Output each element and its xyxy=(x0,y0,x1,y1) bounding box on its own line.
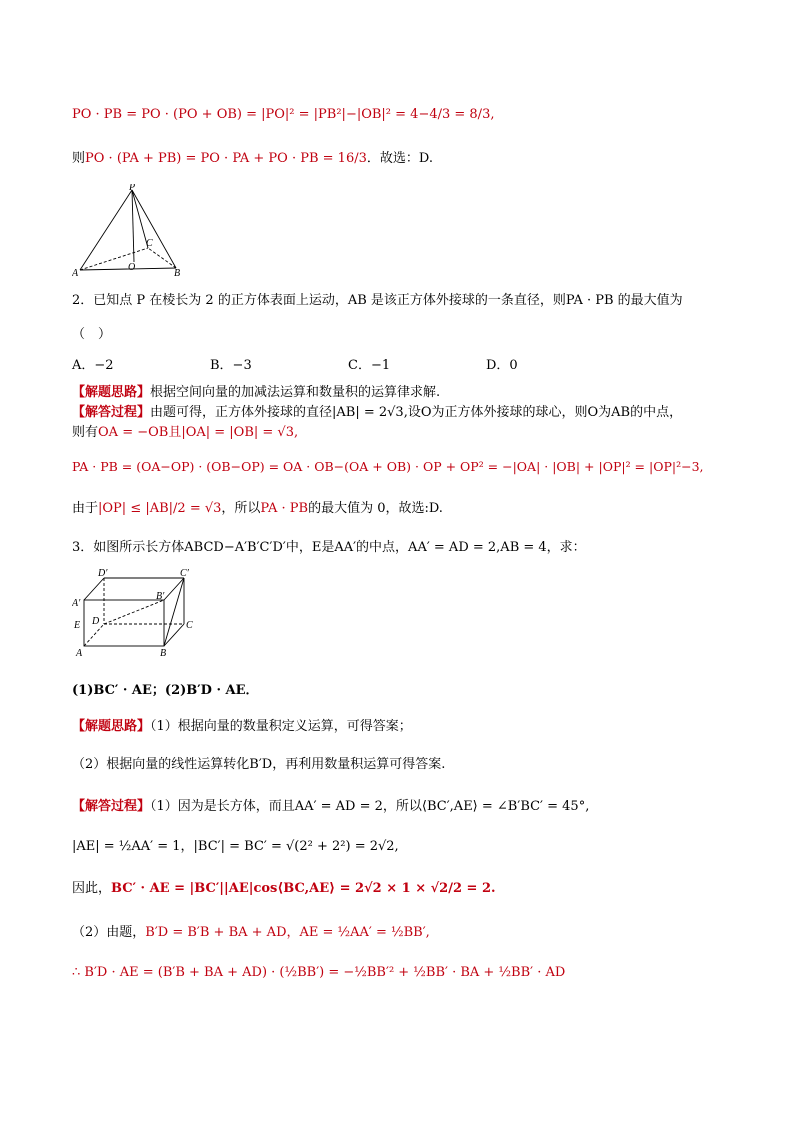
q3-parts: (1)BC′ · AE；(2)B′D · AE． xyxy=(72,683,259,698)
q3-process-2: |AE| = ½AA′ = 1，|BC′| = BC′ = √(2² + 2²) = 2√2, xyxy=(72,839,399,854)
q3-process-3: 因此，BC′ · AE = |BC′||AE|cos⟨BC,AE⟩ = 2√2 × 1 × √2/2 = 2. xyxy=(72,881,496,896)
label-B: B xyxy=(174,268,181,278)
q3-stem: 3．如图所示长方体ABCD−A′B′C′D′中，E是AA′的中点，AA′ = AD = 2,AB = 4，求： xyxy=(72,540,586,555)
q3-thought-2: （2）根据向量的线性运算转化B′D，再利用数量积运算可得答案. xyxy=(72,757,446,772)
q3-process-5: ∴ B′D · AE = (B′B + BA + AD) · (½BB′) = −½BB′² + ½BB′ · BA + ½BB′ · AD xyxy=(72,965,566,980)
q2-process-4: 由于|OP| ≤ |AB|/2 = √3，所以PA · PB的最大值为 0，故选:D. xyxy=(72,501,443,516)
q2-process-3: PA · PB = (OA−OP) · (OB−OP) = OA · OB−(OA + OB) · OP + OP² = −|OA| · |OB| + |OP|² = |OP|²−3, xyxy=(72,459,704,474)
solution-line-2: 则PO · (PA + PB) = PO · PA + PO · PB = 16/3．故选：D. xyxy=(72,151,433,166)
q2-option-d: D．0 xyxy=(486,358,518,373)
cuboid-figure xyxy=(72,566,202,660)
q2-process-2: 则有OA = −OB且|OA| = |OB| = √3, xyxy=(72,425,299,440)
q2-option-c: C．−1 xyxy=(348,358,391,373)
label-A: A xyxy=(72,268,79,278)
q2-stem: 2．已知点 P 在棱长为 2 的正方体表面上运动，AB 是该正方体外接球的一条直径，则PA · PB 的最大值为 xyxy=(72,293,683,308)
q2-option-b: B．−3 xyxy=(210,358,252,373)
tetrahedron-figure xyxy=(72,184,187,278)
label-C: C xyxy=(186,620,193,631)
label-A: A xyxy=(76,648,83,659)
q2-process-1: 【解答过程】由题可得，正方体外接球的直径|AB| = 2√3,设O为正方体外接球的球心，则O为AB的中点， xyxy=(72,405,683,420)
label-D: D xyxy=(92,616,100,627)
q3-process-4: （2）由题，B′D = B′B + BA + AD，AE = ½AA′ = ½BB′, xyxy=(72,925,430,940)
label-B-prime: B′ xyxy=(156,591,165,602)
q2-blank: （ ） xyxy=(72,327,112,342)
label-D-prime: D′ xyxy=(98,568,108,579)
label-E: E xyxy=(74,620,81,631)
q3-process-1: 【解答过程】（1）因为是长方体，而且AA′ = AD = 2，所以⟨BC′,AE⟩ = ∠B′BC′ = 45°, xyxy=(72,799,590,814)
q2-option-a: A．−2 xyxy=(72,358,114,373)
q2-thought: 【解题思路】根据空间向量的加减法运算和数量积的运算律求解. xyxy=(72,385,441,400)
label-C: C xyxy=(146,238,153,249)
label-C-prime: C′ xyxy=(180,568,189,579)
label-B: B xyxy=(160,648,167,659)
q3-thought: 【解题思路】（1）根据向量的数量积定义运算，可得答案； xyxy=(72,719,412,734)
solution-line-1: PO · PB = PO · (PO + OB) = |PO|² = |PB²|−|OB|² = 4−4/3 = 8/3, xyxy=(72,107,495,122)
label-O: O xyxy=(128,262,136,273)
label-P: P xyxy=(129,184,136,193)
label-A-prime: A′ xyxy=(72,598,81,609)
